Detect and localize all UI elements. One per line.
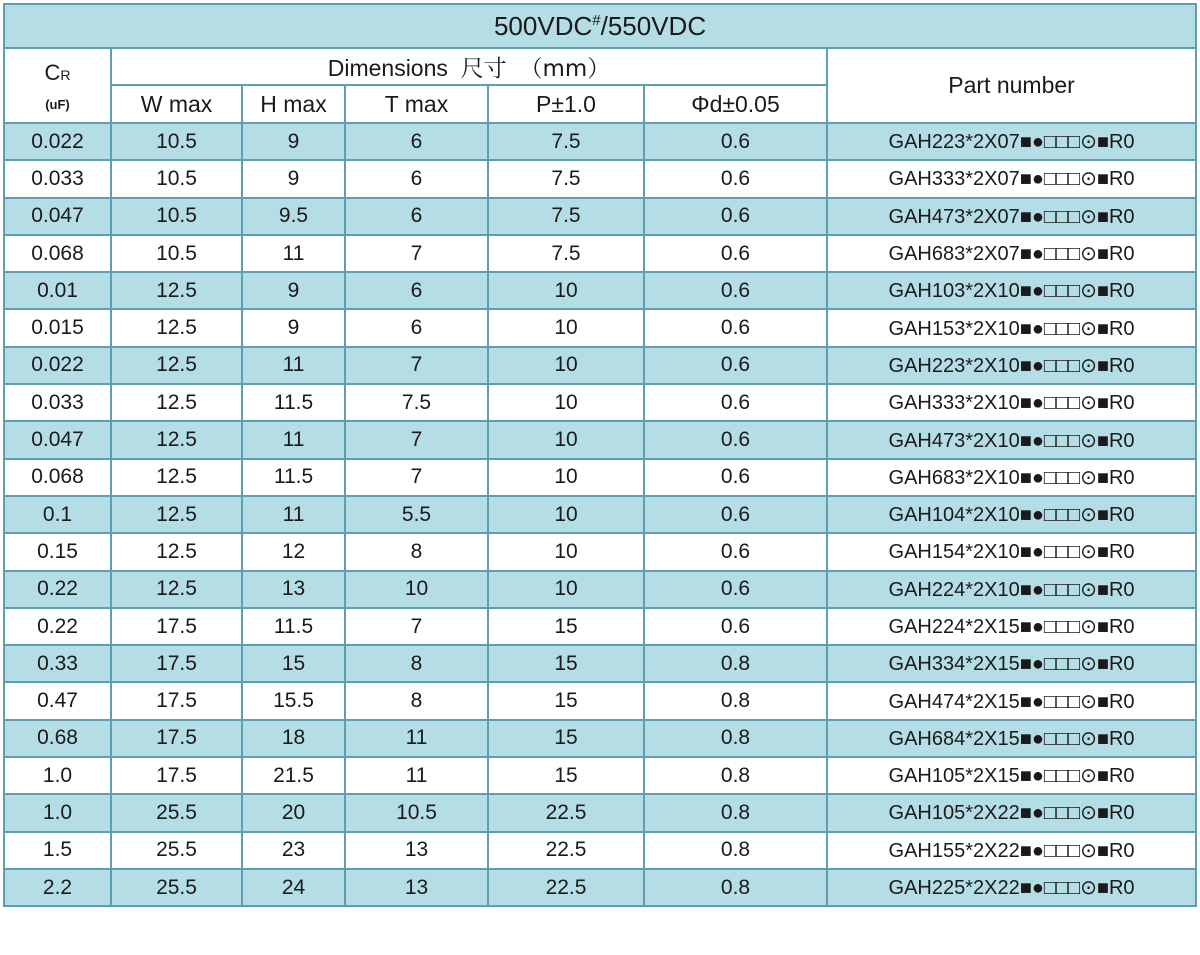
table-row <box>4 608 1196 645</box>
lead-diameter-cell: 0.6 <box>644 198 827 235</box>
h-max-cell: 24 <box>242 869 345 906</box>
t-max-cell: 13 <box>345 869 488 906</box>
lead-diameter-cell: 0.6 <box>644 309 827 346</box>
w-max-cell: 12.5 <box>111 459 242 496</box>
table-body <box>4 123 1196 906</box>
table-row <box>4 272 1196 309</box>
part-number-cell: GAH105*2X22■●□□□⊙■R0 <box>827 794 1196 831</box>
t-max-cell: 8 <box>345 682 488 719</box>
capacitance-cell: 0.22 <box>4 571 111 608</box>
pitch-cell: 15 <box>488 645 644 682</box>
part-number-cell: GAH155*2X22■●□□□⊙■R0 <box>827 832 1196 869</box>
t-max-cell: 11 <box>345 720 488 757</box>
pitch-cell: 10 <box>488 421 644 458</box>
w-max-cell: 17.5 <box>111 720 242 757</box>
t-max-cell: 7 <box>345 459 488 496</box>
w-max-cell: 12.5 <box>111 571 242 608</box>
pitch-header: P±1.0 <box>488 85 644 123</box>
capacitance-cell: 2.2 <box>4 869 111 906</box>
capacitance-cell: 1.0 <box>4 757 111 794</box>
capacitance-cell: 0.033 <box>4 160 111 197</box>
t-max-cell: 7.5 <box>345 384 488 421</box>
table-row <box>4 533 1196 570</box>
part-number-cell: GAH683*2X10■●□□□⊙■R0 <box>827 459 1196 496</box>
w-max-cell: 25.5 <box>111 869 242 906</box>
capacitance-symbol: C <box>44 60 61 85</box>
part-number-cell: GAH684*2X15■●□□□⊙■R0 <box>827 720 1196 757</box>
table-row <box>4 309 1196 346</box>
w-max-cell: 10.5 <box>111 123 242 160</box>
lead-diameter-cell: 0.6 <box>644 608 827 645</box>
lead-diameter-cell: 0.6 <box>644 421 827 458</box>
lead-diameter-cell: 0.8 <box>644 720 827 757</box>
w-max-cell: 12.5 <box>111 384 242 421</box>
capacitance-cell: 0.047 <box>4 421 111 458</box>
capacitance-cell: 0.068 <box>4 235 111 272</box>
capacitance-cell: 0.022 <box>4 123 111 160</box>
h-max-cell: 11 <box>242 347 345 384</box>
capacitance-cell: 0.01 <box>4 272 111 309</box>
lead-diameter-cell: 0.6 <box>644 571 827 608</box>
part-number-cell: GAH104*2X10■●□□□⊙■R0 <box>827 496 1196 533</box>
capacitance-header <box>4 48 111 123</box>
h-max-header: H max <box>242 85 345 123</box>
w-max-cell: 25.5 <box>111 832 242 869</box>
pitch-cell: 22.5 <box>488 832 644 869</box>
spec-table-container <box>3 3 1197 907</box>
table-title <box>4 4 1196 48</box>
part-number-cell: GAH683*2X07■●□□□⊙■R0 <box>827 235 1196 272</box>
title-main: 500VDC <box>493 10 593 41</box>
h-max-cell: 11.5 <box>242 459 345 496</box>
lead-diameter-cell: 0.8 <box>644 682 827 719</box>
w-max-header: W max <box>111 85 242 123</box>
w-max-cell: 12.5 <box>111 309 242 346</box>
t-max-cell: 11 <box>345 757 488 794</box>
pitch-cell: 10 <box>488 571 644 608</box>
t-max-cell: 13 <box>345 832 488 869</box>
table-row <box>4 198 1196 235</box>
capacitance-unit: (uF) <box>45 97 70 112</box>
capacitance-cell: 0.22 <box>4 608 111 645</box>
w-max-cell: 17.5 <box>111 608 242 645</box>
part-number-cell: GAH333*2X10■●□□□⊙■R0 <box>827 384 1196 421</box>
h-max-cell: 9.5 <box>242 198 345 235</box>
capacitance-cell: 0.068 <box>4 459 111 496</box>
table-row <box>4 645 1196 682</box>
t-max-cell: 5.5 <box>345 496 488 533</box>
table-row <box>4 682 1196 719</box>
table-row <box>4 384 1196 421</box>
w-max-cell: 10.5 <box>111 198 242 235</box>
pitch-cell: 7.5 <box>488 123 644 160</box>
lead-diameter-cell: 0.6 <box>644 347 827 384</box>
h-max-cell: 23 <box>242 832 345 869</box>
capacitance-cell: 0.47 <box>4 682 111 719</box>
part-number-cell: GAH105*2X15■●□□□⊙■R0 <box>827 757 1196 794</box>
part-number-cell: GAH225*2X22■●□□□⊙■R0 <box>827 869 1196 906</box>
part-number-cell: GAH224*2X15■●□□□⊙■R0 <box>827 608 1196 645</box>
table-row <box>4 757 1196 794</box>
t-max-cell: 6 <box>345 272 488 309</box>
h-max-cell: 11 <box>242 496 345 533</box>
h-max-cell: 20 <box>242 794 345 831</box>
h-max-cell: 13 <box>242 571 345 608</box>
title-rest: /550VDC <box>600 10 707 41</box>
part-number-cell: GAH473*2X10■●□□□⊙■R0 <box>827 421 1196 458</box>
dimensions-cjk-label: 尺寸 <box>460 56 507 82</box>
part-number-cell: GAH103*2X10■●□□□⊙■R0 <box>827 272 1196 309</box>
t-max-cell: 7 <box>345 421 488 458</box>
table-row <box>4 869 1196 906</box>
part-number-cell: GAH473*2X07■●□□□⊙■R0 <box>827 198 1196 235</box>
t-max-cell: 6 <box>345 198 488 235</box>
part-number-cell: GAH154*2X10■●□□□⊙■R0 <box>827 533 1196 570</box>
table-row <box>4 459 1196 496</box>
w-max-cell: 17.5 <box>111 757 242 794</box>
w-max-cell: 12.5 <box>111 272 242 309</box>
w-max-cell: 12.5 <box>111 421 242 458</box>
table-row <box>4 347 1196 384</box>
part-number-cell: GAH223*2X10■●□□□⊙■R0 <box>827 347 1196 384</box>
t-max-cell: 10.5 <box>345 794 488 831</box>
h-max-cell: 15 <box>242 645 345 682</box>
w-max-cell: 12.5 <box>111 347 242 384</box>
h-max-cell: 9 <box>242 272 345 309</box>
pitch-cell: 10 <box>488 459 644 496</box>
lead-diameter-cell: 0.6 <box>644 272 827 309</box>
h-max-cell: 9 <box>242 160 345 197</box>
pitch-cell: 15 <box>488 608 644 645</box>
h-max-cell: 9 <box>242 309 345 346</box>
lead-diameter-header: Φd±0.05 <box>644 85 827 123</box>
w-max-cell: 10.5 <box>111 235 242 272</box>
part-number-cell: GAH223*2X07■●□□□⊙■R0 <box>827 123 1196 160</box>
lead-diameter-cell: 0.6 <box>644 533 827 570</box>
h-max-cell: 11.5 <box>242 608 345 645</box>
pitch-cell: 10 <box>488 272 644 309</box>
table-row <box>4 720 1196 757</box>
lead-diameter-cell: 0.8 <box>644 869 827 906</box>
capacitance-cell: 0.33 <box>4 645 111 682</box>
capacitance-cell: 0.015 <box>4 309 111 346</box>
dimensions-label: Dimensions <box>327 55 448 81</box>
t-max-cell: 7 <box>345 347 488 384</box>
t-max-cell: 8 <box>345 533 488 570</box>
part-number-header: Part number <box>827 48 1196 123</box>
capacitance-subscript: R <box>60 67 71 83</box>
lead-diameter-cell: 0.6 <box>644 496 827 533</box>
t-max-cell: 7 <box>345 235 488 272</box>
table-row <box>4 571 1196 608</box>
capacitance-cell: 0.68 <box>4 720 111 757</box>
capacitance-cell: 1.0 <box>4 794 111 831</box>
dimensions-unit: （mm） <box>519 56 611 82</box>
lead-diameter-cell: 0.8 <box>644 645 827 682</box>
t-max-cell: 7 <box>345 608 488 645</box>
table-row <box>4 832 1196 869</box>
dimensions-header <box>111 48 827 85</box>
w-max-cell: 12.5 <box>111 496 242 533</box>
pitch-cell: 22.5 <box>488 869 644 906</box>
pitch-cell: 7.5 <box>488 198 644 235</box>
table-row <box>4 421 1196 458</box>
table-row <box>4 496 1196 533</box>
table-row <box>4 160 1196 197</box>
t-max-header: T max <box>345 85 488 123</box>
pitch-cell: 10 <box>488 309 644 346</box>
pitch-cell: 7.5 <box>488 235 644 272</box>
w-max-cell: 12.5 <box>111 533 242 570</box>
t-max-cell: 6 <box>345 160 488 197</box>
h-max-cell: 9 <box>242 123 345 160</box>
capacitance-cell: 1.5 <box>4 832 111 869</box>
pitch-cell: 10 <box>488 496 644 533</box>
h-max-cell: 21.5 <box>242 757 345 794</box>
h-max-cell: 15.5 <box>242 682 345 719</box>
t-max-cell: 6 <box>345 123 488 160</box>
h-max-cell: 11.5 <box>242 384 345 421</box>
w-max-cell: 10.5 <box>111 160 242 197</box>
h-max-cell: 18 <box>242 720 345 757</box>
table-row <box>4 235 1196 272</box>
pitch-cell: 10 <box>488 347 644 384</box>
part-number-cell: GAH334*2X15■●□□□⊙■R0 <box>827 645 1196 682</box>
pitch-cell: 15 <box>488 720 644 757</box>
t-max-cell: 6 <box>345 309 488 346</box>
part-number-cell: GAH474*2X15■●□□□⊙■R0 <box>827 682 1196 719</box>
pitch-cell: 7.5 <box>488 160 644 197</box>
lead-diameter-cell: 0.8 <box>644 757 827 794</box>
pitch-cell: 10 <box>488 384 644 421</box>
capacitance-cell: 0.15 <box>4 533 111 570</box>
pitch-cell: 10 <box>488 533 644 570</box>
pitch-cell: 22.5 <box>488 794 644 831</box>
table-row <box>4 123 1196 160</box>
h-max-cell: 11 <box>242 421 345 458</box>
capacitance-cell: 0.022 <box>4 347 111 384</box>
w-max-cell: 25.5 <box>111 794 242 831</box>
capacitance-cell: 0.033 <box>4 384 111 421</box>
table-row <box>4 794 1196 831</box>
h-max-cell: 11 <box>242 235 345 272</box>
part-number-cell: GAH153*2X10■●□□□⊙■R0 <box>827 309 1196 346</box>
capacitance-cell: 0.1 <box>4 496 111 533</box>
title-superscript: # <box>592 11 601 29</box>
lead-diameter-cell: 0.8 <box>644 832 827 869</box>
w-max-cell: 17.5 <box>111 682 242 719</box>
lead-diameter-cell: 0.6 <box>644 235 827 272</box>
w-max-cell: 17.5 <box>111 645 242 682</box>
capacitor-spec-table <box>3 3 1197 907</box>
lead-diameter-cell: 0.6 <box>644 384 827 421</box>
lead-diameter-cell: 0.8 <box>644 794 827 831</box>
t-max-cell: 8 <box>345 645 488 682</box>
capacitance-cell: 0.047 <box>4 198 111 235</box>
lead-diameter-cell: 0.6 <box>644 123 827 160</box>
pitch-cell: 15 <box>488 682 644 719</box>
part-number-cell: GAH224*2X10■●□□□⊙■R0 <box>827 571 1196 608</box>
pitch-cell: 15 <box>488 757 644 794</box>
t-max-cell: 10 <box>345 571 488 608</box>
lead-diameter-cell: 0.6 <box>644 459 827 496</box>
h-max-cell: 12 <box>242 533 345 570</box>
part-number-cell: GAH333*2X07■●□□□⊙■R0 <box>827 160 1196 197</box>
lead-diameter-cell: 0.6 <box>644 160 827 197</box>
